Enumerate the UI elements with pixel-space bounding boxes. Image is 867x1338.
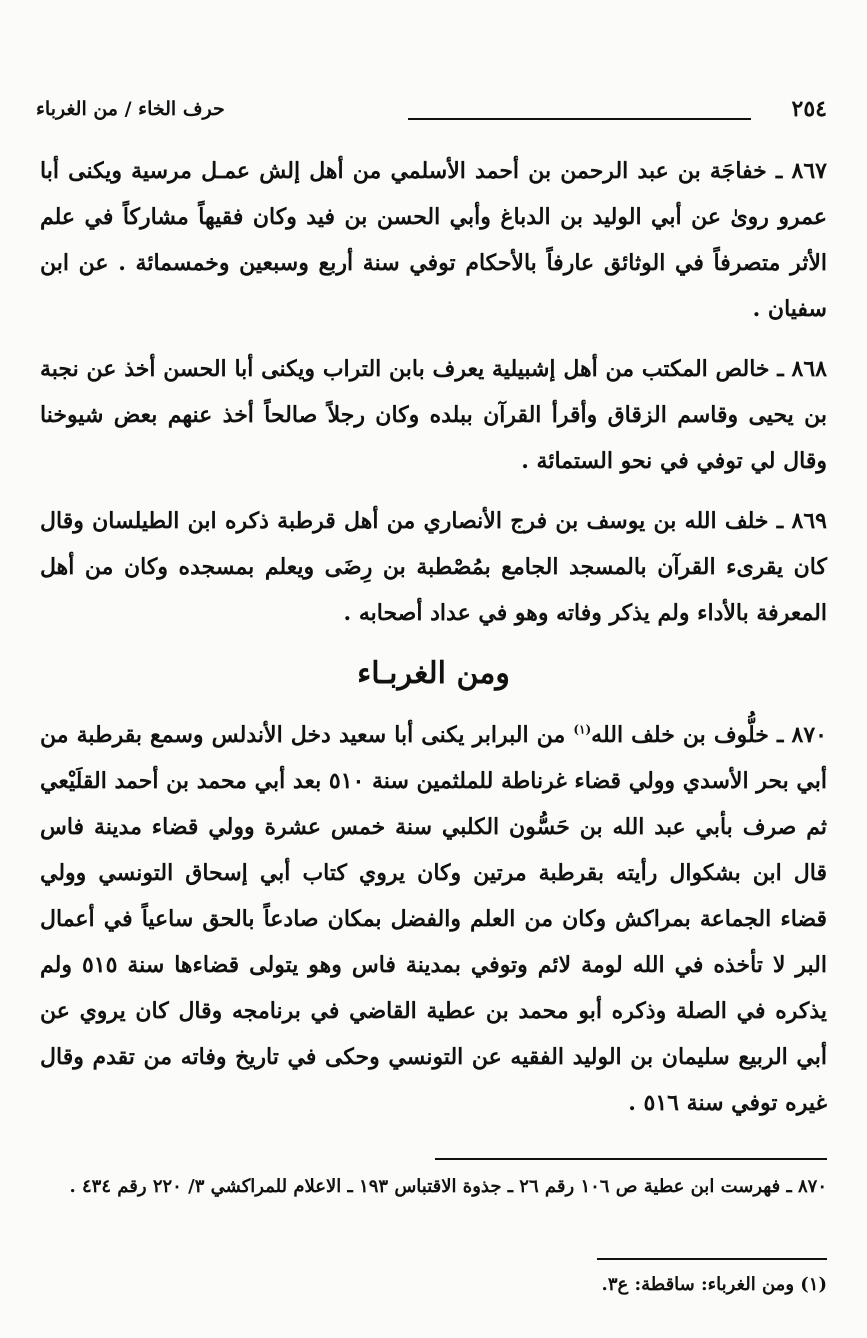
footnote-references: ٨٧٠ ـ فهرست ابن عطية ص ١٠٦ رقم ٢٦ ـ جذوة الاقتباس ١٩٣ ـ الاعلام للمراكشي ٣/ ٢٢٠ رقم ٤٣٤ . (69, 1176, 827, 1197)
entry-number: ٨٦٩ (791, 508, 827, 534)
entry-text: ـ خالص المكتب من أهل إشبيلية يعرف بابن التراب ويكنى أبا الحسن أخذ عن نجبة بن يحيى وقاسم الزقاق وأقرأ القرآن ببلده وكان رجلاً صالحاً أخذ عنهم بعض شيوخنا وقال لي توفي في نحو الستمائة . (40, 356, 827, 474)
entry-number: ٨٧٠ (791, 722, 827, 748)
entry-868 (40, 346, 827, 484)
page-number: ٢٥٤ (791, 96, 827, 122)
entry-text-start: ـ خلُّوف بن خلف الله (591, 722, 784, 748)
page-header (36, 94, 827, 130)
entry-869 (40, 498, 827, 636)
header-rule (408, 118, 751, 120)
entry-number: ٨٦٧ (791, 158, 827, 184)
entry-number: ٨٦٨ (791, 356, 827, 382)
entry-870 (40, 712, 827, 1126)
section-heading: ومن الغربـاء (357, 656, 510, 691)
footnote-rule-short (597, 1258, 827, 1260)
entry-text: ـ خلف الله بن يوسف بن فرج الأنصاري من أهل قرطبة ذكره ابن الطيلسان وقال كان يقرىء القرآن بالمسجد الجامع بمُصْطبة بن رِضَى ويعلم بمسجده وكان من أهل المعرفة بالأداء ولم يذكر وفاته وهو في عداد أصحابه . (40, 508, 827, 626)
main-text (40, 148, 827, 1140)
entry-text-rest: من البرابر يكنى أبا سعيد دخل الأندلس وسمع بقرطبة من أبي بحر الأسدي وولي قضاء غرناطة للملثمين سنة ٥١٠ بعد أبي محمد بن أحمد القلَيْعي ثم صرف بأبي عبد الله بن حَسُّون الكلبي سنة خمس عشرة وولي قضاء مدينة فاس قال ابن بشكوال رأيته بقرطبة مرتين وكان يروي كتاب أبي إسحاق التونسي وولي قضاء الجماعة بمراكش وكان من العلم والفضل بمكان صادعاً بالحق ساعياً في أعمال البر لا تأخذه في الله لومة لائم وتوفي بمدينة فاس وهو يتولى قضاءها سنة ٥١٥ ولم يذكره في الصلة وذكره أبو محمد بن عطية القاضي في برنامجه وقال كان يروي عن أبي الربيع سليمان بن الوليد الفقيه عن التونسي وحكى في تاريخ وفاته من تقدم وقال غيره توفي سنة ٥١٦ . (40, 722, 827, 1116)
footnote-rule (435, 1158, 827, 1160)
footnote-1: (١) ومن الغرباء: ساقطة: ع٣. (601, 1274, 827, 1295)
entry-867 (40, 148, 827, 332)
entry-text: ـ خفاجَة بن عبد الرحمن بن أحمد الأسلمي من أهل إلش عمـل مرسية ويكنى أبا عمرو روىٰ عن أبي الوليد بن الدباغ وأبي الحسن بن فيد وكان فقيهاً مشاركاً في علم الأثر متصرفاً في الوثائق عارفاً بالأحكام توفي سنة أربع وسبعين وخمسمائة . عن ابن سفيان . (40, 158, 827, 322)
footnote-marker[interactable]: (١) (573, 722, 592, 737)
running-title: حرف الخاء / من الغرباء (36, 98, 225, 120)
